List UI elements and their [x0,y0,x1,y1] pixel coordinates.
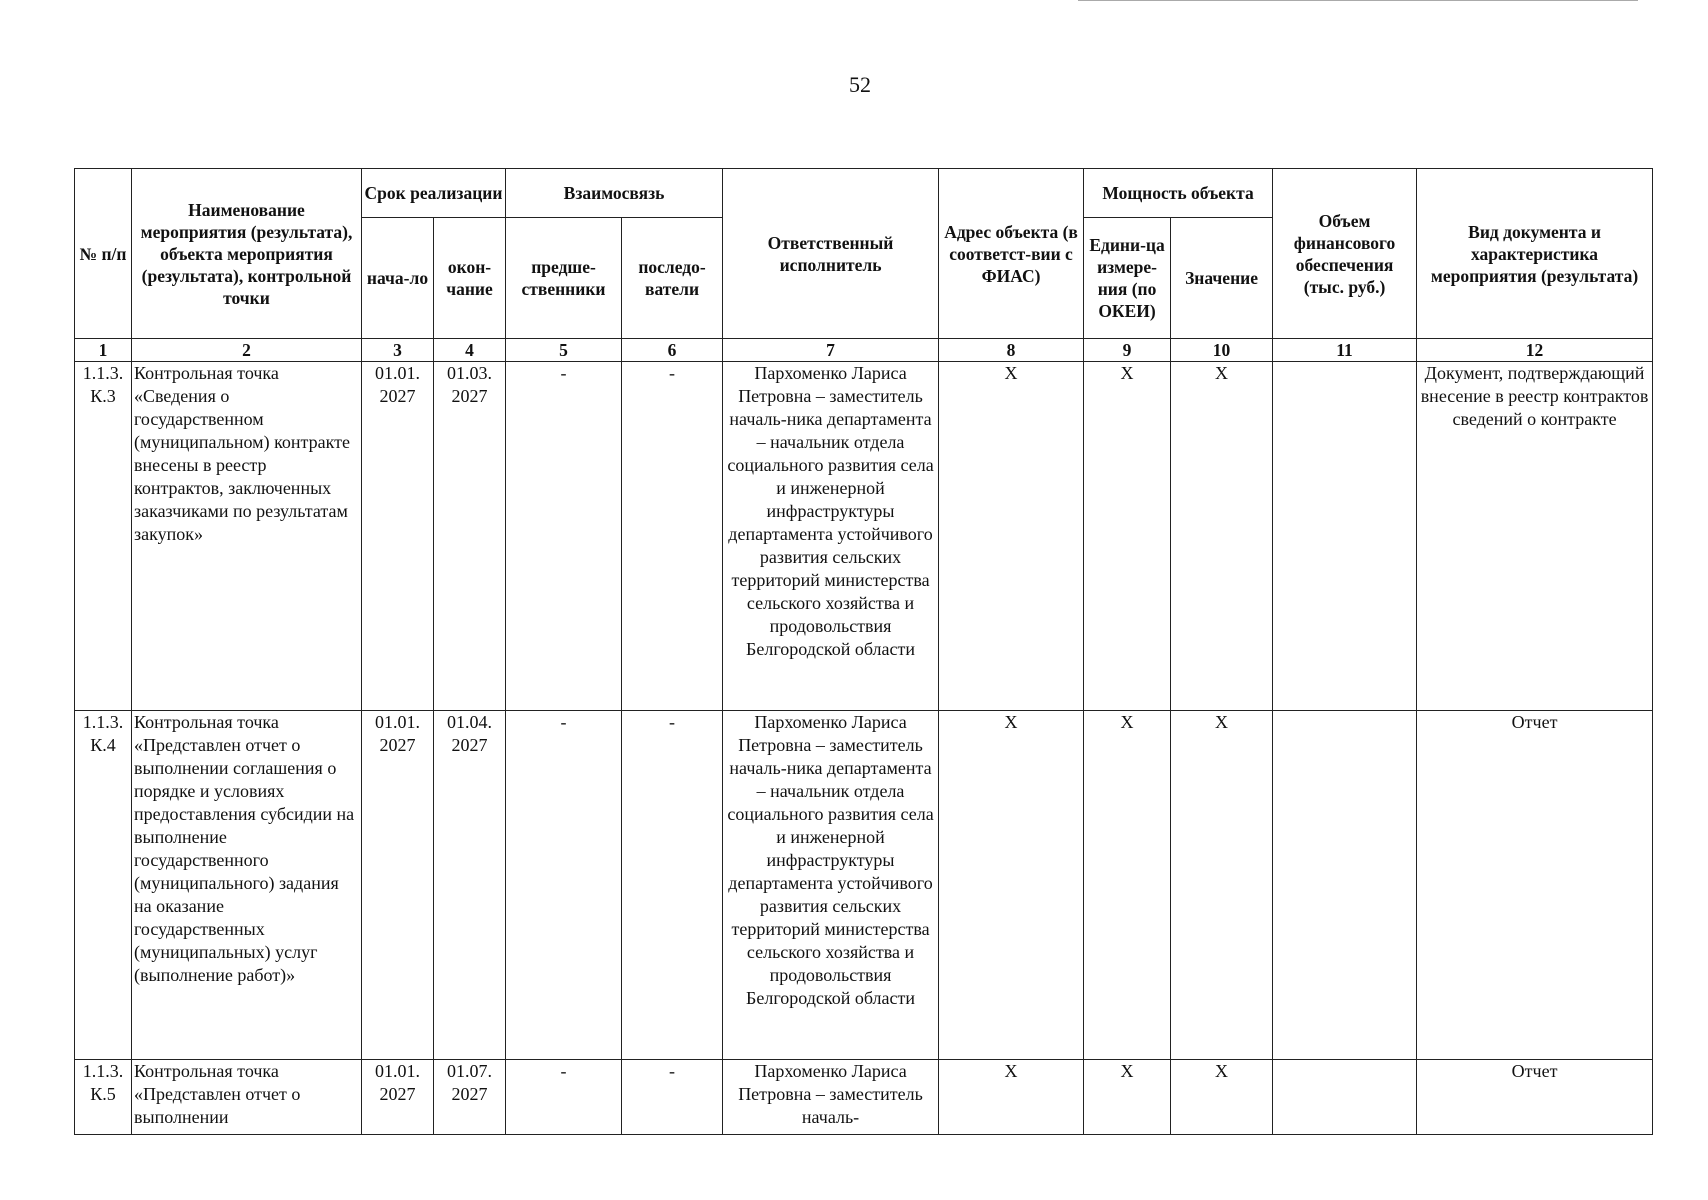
header-term-end: окон-чание [434,218,506,339]
cell-unit: X [1084,362,1171,711]
column-number: 9 [1084,339,1171,362]
cell-responsible: Пархоменко Лариса Петровна – заместитель началь-ника департамента – начальник отдела социального развития села и инженерной инфраструктуры департамента устойчивого развития сельских территорий министерства сельского хозяйства и продовольствия Белгородской области [723,362,939,711]
header-capacity-value: Значение [1171,218,1273,339]
header-finance: Объем финансового обеспечения (тыс. руб.) [1273,169,1417,339]
column-number: 1 [75,339,132,362]
cell-finance [1273,1060,1417,1135]
scan-edge-line [1078,0,1638,1]
cell-start: 01.01. 2027 [362,711,434,1060]
table-row [75,1060,1653,1135]
column-number-row [75,339,1653,362]
header-responsible: Ответственный исполнитель [723,169,939,339]
plan-table [74,168,1653,1135]
cell-name: Контрольная точка «Сведения о государственном (муниципальном) контракте внесены в реестр контрактов, заключенных заказчиками по результатам закупок» [132,362,362,711]
header-relation: Взаимосвязь [506,169,723,218]
header-name: Наименование мероприятия (результата), объекта мероприятия (результата), контрольной точки [132,169,362,339]
header-relation-prev: предше-ственники [506,218,622,339]
header-document: Вид документа и характеристика мероприятия (результата) [1417,169,1653,339]
cell-finance [1273,362,1417,711]
cell-start: 01.01. 2027 [362,362,434,711]
header-capacity: Мощность объекта [1084,169,1273,218]
cell-finance [1273,711,1417,1060]
header-num: № п/п [75,169,132,339]
column-number: 10 [1171,339,1273,362]
cell-responsible: Пархоменко Лариса Петровна – заместитель началь-ника департамента – начальник отдела социального развития села и инженерной инфраструктуры департамента устойчивого развития сельских территорий министерства сельского хозяйства и продовольствия Белгородской области [723,711,939,1060]
cell-prev: - [506,711,622,1060]
cell-address: X [939,711,1084,1060]
header-term-start: нача-ло [362,218,434,339]
column-number: 11 [1273,339,1417,362]
cell-start: 01.01. 2027 [362,1060,434,1135]
cell-prev: - [506,1060,622,1135]
header-capacity-unit: Едини-ца измере-ния (по ОКЕИ) [1084,218,1171,339]
column-number: 6 [622,339,723,362]
cell-num: 1.1.3. К.3 [75,362,132,711]
cell-responsible: Пархоменко Лариса Петровна – заместитель началь- [723,1060,939,1135]
cell-document: Отчет [1417,711,1653,1060]
cell-prev: - [506,362,622,711]
column-number: 12 [1417,339,1653,362]
column-number: 2 [132,339,362,362]
cell-value: X [1171,1060,1273,1135]
cell-document: Отчет [1417,1060,1653,1135]
column-number: 7 [723,339,939,362]
cell-next: - [622,711,723,1060]
column-number: 5 [506,339,622,362]
cell-address: X [939,1060,1084,1135]
header-term: Срок реализации [362,169,506,218]
cell-unit: X [1084,711,1171,1060]
column-number: 3 [362,339,434,362]
cell-num: 1.1.3. К.5 [75,1060,132,1135]
cell-document: Документ, подтверждающий внесение в реестр контрактов сведений о контракте [1417,362,1653,711]
cell-next: - [622,1060,723,1135]
cell-num: 1.1.3. К.4 [75,711,132,1060]
cell-next: - [622,362,723,711]
cell-unit: X [1084,1060,1171,1135]
cell-value: X [1171,362,1273,711]
table-row [75,711,1653,1060]
cell-address: X [939,362,1084,711]
header-row-1 [75,169,1653,218]
column-number: 8 [939,339,1084,362]
cell-name: Контрольная точка «Представлен отчет о выполнении [132,1060,362,1135]
header-relation-next: последо-ватели [622,218,723,339]
cell-end: 01.07. 2027 [434,1060,506,1135]
cell-name: Контрольная точка «Представлен отчет о выполнении соглашения о порядке и условиях предоставления субсидии на выполнение государственного (муниципального) задания на оказание государственных (муниципальных) услуг (выполнение работ)» [132,711,362,1060]
table-row [75,362,1653,711]
header-address: Адрес объекта (в соответст-вии с ФИАС) [939,169,1084,339]
cell-value: X [1171,711,1273,1060]
cell-end: 01.04. 2027 [434,711,506,1060]
column-number: 4 [434,339,506,362]
page-number: 52 [849,72,871,97]
cell-end: 01.03. 2027 [434,362,506,711]
